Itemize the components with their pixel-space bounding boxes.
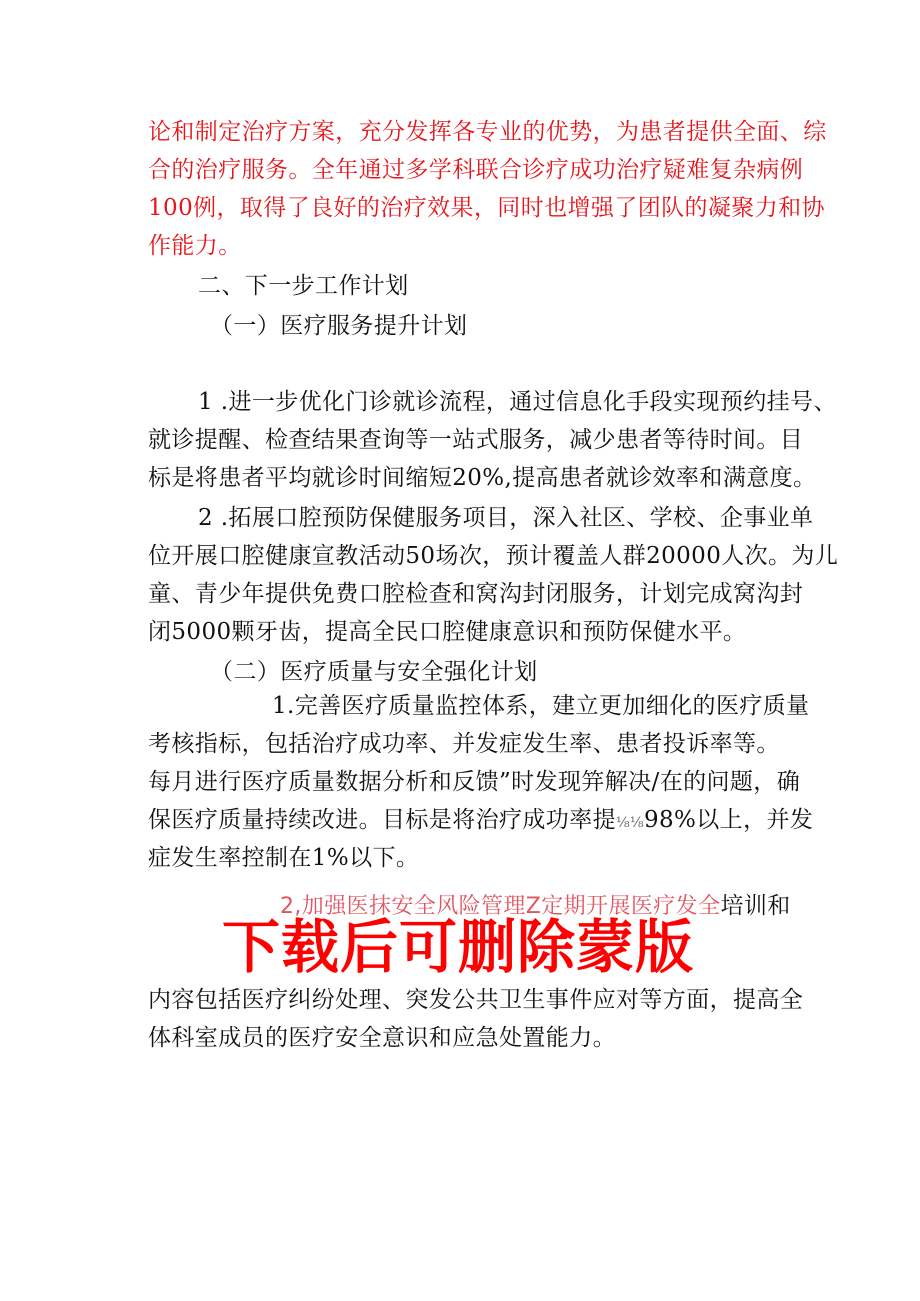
text-line: 位开展口腔健康宣教活动50场次，预计覆盖人群20000人次。为儿 [148,543,839,569]
text-line: 内容包括医疗纠纷处理、突发公共卫生事件应对等方面，提高全 [148,987,804,1013]
text-line: 论和制定治疗方案，充分发挥各专业的优势，为患者提供全面、综 [148,119,827,145]
watermark-overlay: 下载后可删除蒙版 [222,913,695,981]
text-line: 考核指标，包括治疗成功率、并发症发生率、患者投诉率等。 [148,731,780,757]
text-line: 标是将患者平均就诊时间缩短20%,提高患者就诊效率和满意度。 [148,465,817,491]
subsection-heading: （二）医疗质量与安全强化计划 [210,659,538,685]
text-line: 1 .进一步优化门诊就诊流程，通过信息化手段实现预约挂号、 [198,389,837,415]
text-line: 童、青少年提供免费口腔检查和窝沟封闭服务，计划完成窝沟封 [148,581,804,607]
text-segment: 培训和 [720,893,791,919]
text-line: 每月进行医疗质量数据分析和反馈”时发现笄解决/在的问题，确 [148,769,801,795]
text-segment: 98%以上，并发 [643,807,814,833]
text-line: 合的治疗服务。全年通过多学科联合诊疗成功治疗疑难复杂病例 [148,157,804,183]
garbled-glyph: ⅛⅛ [616,815,644,831]
text-line: 1.完善医疗质量监控体系，建立更加细化的医疗质量 [272,693,810,719]
text-line: 作能力。 [148,233,242,259]
text-segment: 2,加强医抹安全风险管理Z定期开展医疗发全 [280,894,721,919]
text-line: 2 .拓展口腔预防保健服务项目，深入社区、学校、企事业单 [198,505,814,531]
text-line: 症发生率控制在1%以下。 [148,845,420,871]
text-line: 100例，取得了良好的治疗效果，同时也增强了团队的凝聚力和协 [148,195,825,221]
text-line: 体科室成员的医疗安全意识和应急处置能力。 [148,1025,616,1051]
section-heading: 二、下一步工作计划 [198,273,409,299]
text-line: 就诊提醒、检查结果查询等一站式服务，减少患者等待时间。目 [148,427,804,453]
subsection-heading: （一）医疗服务提升计划 [210,313,468,339]
text-line [148,802,813,841]
text-segment: 保医疗质量持续改进。目标是将治疗成功率提 [148,807,616,833]
text-line: 闭5000颗牙齿，提高全民口腔健康意识和预防保健水平。 [148,619,747,645]
